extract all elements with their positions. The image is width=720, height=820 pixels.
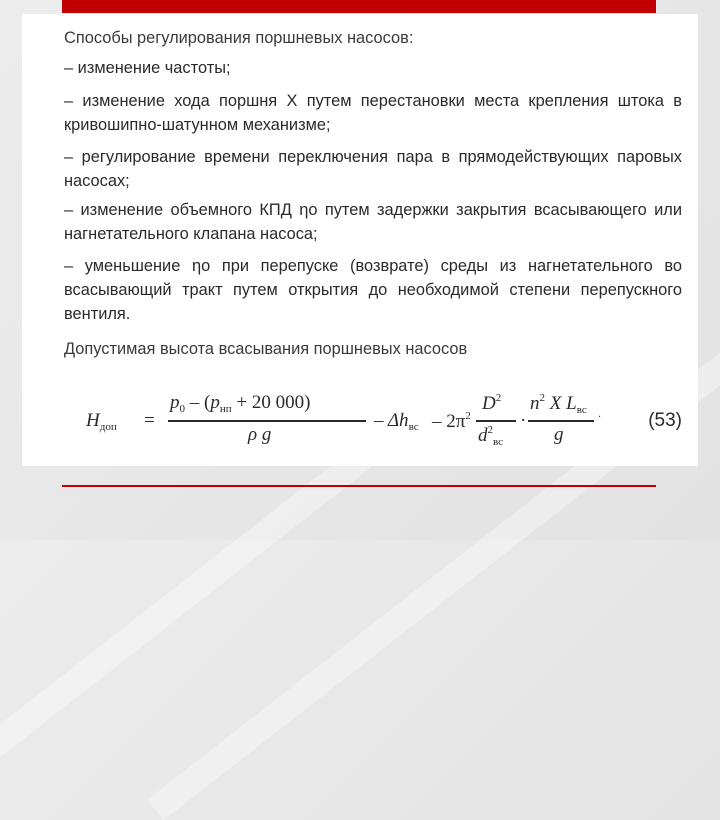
formula-period: . [598,406,601,420]
fraction2-numerator: $D^2$ [482,392,502,414]
fraction-bar [168,420,366,422]
fraction3-denominator: g [554,424,564,445]
equation-number: (53) [648,410,682,431]
multiply-dot: · [520,410,527,431]
fraction-denominator: ρ g [248,424,272,445]
list-item: – изменение частоты; [64,59,231,77]
delta-h-term: – $\Delta h_{вс}$ [374,410,419,433]
fraction3-bar [528,420,594,422]
document-image [22,14,698,466]
list-item: – уменьшение ηо при перепуске (возврате) среды из нагнетательного во всасывающий тракт путем открытия до необходимой степени перепускного вентиля. [64,257,682,323]
formula-equals: = [144,410,155,431]
fraction3-numerator: $n^2$ X $L_{вс}$ [530,392,587,416]
fraction2-denominator: $d^2_{вс}$ [478,424,504,448]
bottom-accent-rule [62,485,656,487]
list-item: – изменение хода поршня X путем перестановки места крепления штока в кривошипно-шатунном механизме; [64,92,682,134]
heading: Способы регулирования поршневых насосов: [64,29,414,47]
list-item: – изменение объемного КПД ηо путем задержки закрытия всасывающего или нагнетательного клапана насоса; [64,201,682,243]
top-accent-band [62,0,656,13]
fraction2-bar [476,420,516,422]
subheading: Допустимая высота всасывания поршневых насосов [64,340,468,358]
fraction-numerator: $p_0 - (p_{нп} + 20$ 000) [170,392,311,415]
formula-53 [64,388,682,452]
formula-lhs: $H_{доп}$ [86,410,117,433]
two-pi-term: – $2\pi^2$ [432,410,471,432]
list-item: – регулирование времени переключения пара в прямодействующих паровых насосах; [64,148,682,190]
